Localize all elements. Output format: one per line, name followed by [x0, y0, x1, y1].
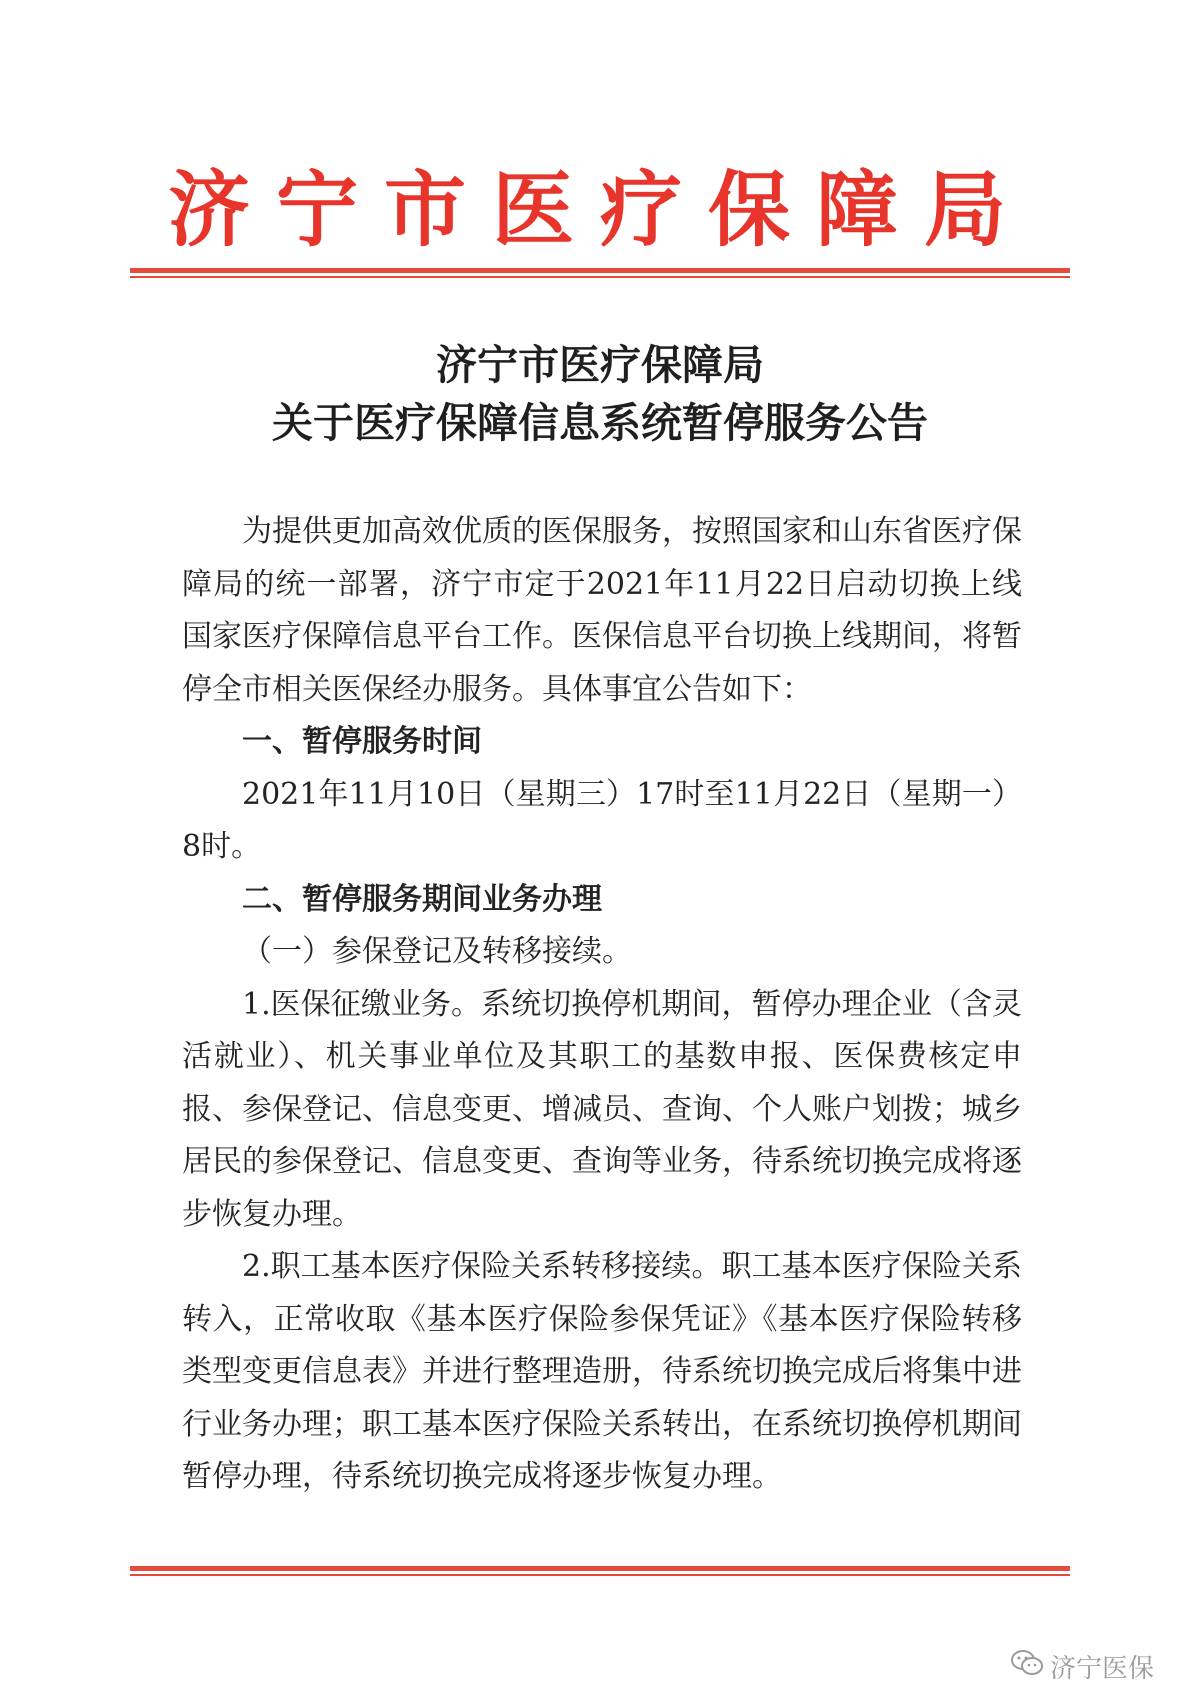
- subsection1-heading: （一）参保登记及转移接续。: [242, 934, 632, 969]
- document-title-line2: 关于医疗保障信息系统暂停服务公告: [272, 399, 928, 447]
- section2-heading: 二、暂停服务期间业务办理: [242, 881, 602, 917]
- document-body: [182, 506, 1022, 1504]
- letterhead-title: 济宁市医疗保障局: [167, 162, 1032, 258]
- wechat-icon: [1010, 1648, 1044, 1685]
- section1-text: 2021年11月10日（星期三）17时至11月22日（星期一）8时。: [182, 776, 1022, 864]
- red-rule-top: [130, 268, 1070, 278]
- watermark: [1010, 1648, 1154, 1685]
- intro-paragraph: 为提供更加高效优质的医保服务，按照国家和山东省医疗保障局的统一部署，济宁市定于2021年11月22日启动切换上线国家医疗保障信息平台工作。医保信息平台切换上线期间，将暂停全市相关医保经办服务。具体事宜公告如下：: [182, 514, 1022, 707]
- watermark-label: 济宁医保: [1050, 1654, 1155, 1684]
- item2-paragraph: 2.职工基本医疗保险关系转移接续。职工基本医疗保险关系转入，正常收取《基本医疗保险参保凭证》《基本医疗保险转移类型变更信息表》并进行整理造册，待系统切换完成后将集中进行业务办理；职工基本医疗保险关系转出，在系统切换停机期间暂停办理，待系统切换完成将逐步恢复办理。: [182, 1249, 1022, 1494]
- item1-paragraph: 1.医保征缴业务。系统切换停机期间，暂停办理企业（含灵活就业）、机关事业单位及其职工的基数申报、医保费核定申报、参保登记、信息变更、增减员、查询、个人账户划拨；城乡居民的参保登记、信息变更、查询等业务，待系统切换完成将逐步恢复办理。: [182, 986, 1022, 1232]
- red-rule-bottom: [130, 1566, 1070, 1576]
- section1-heading: 一、暂停服务时间: [242, 724, 482, 759]
- document-title-line1: 济宁市医疗保障局: [436, 341, 764, 389]
